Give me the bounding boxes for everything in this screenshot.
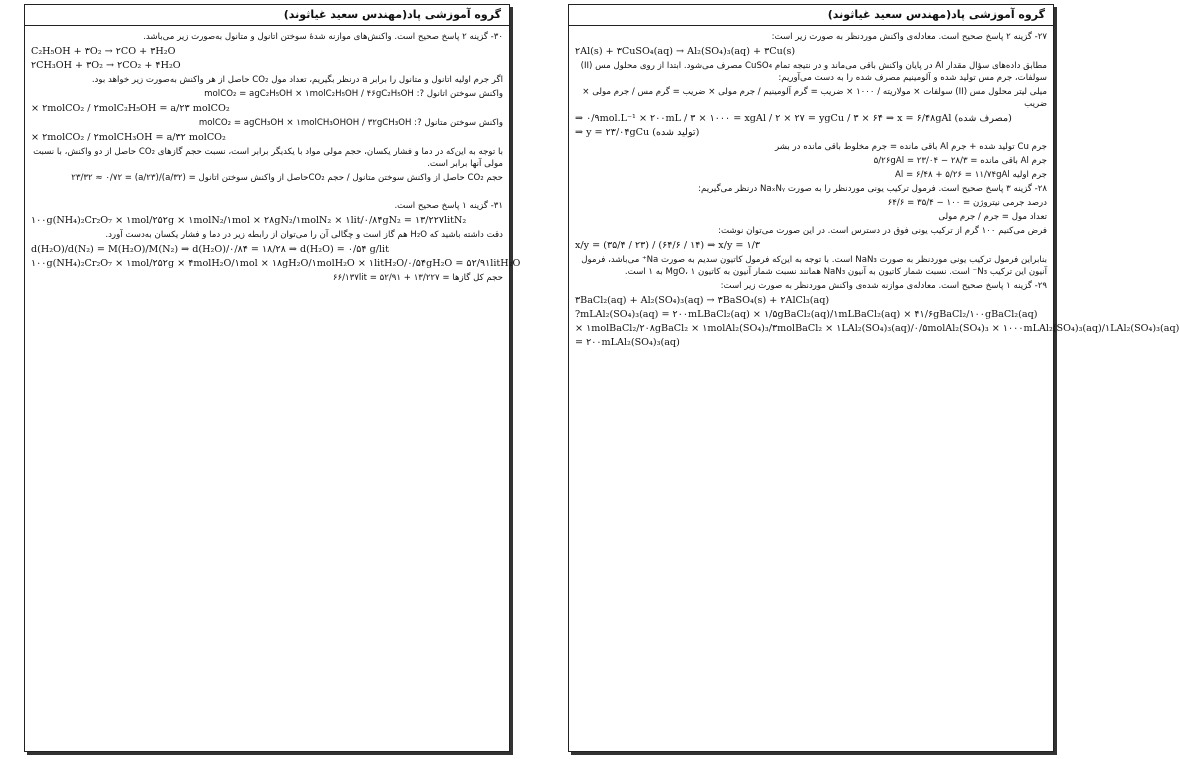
equation-line: ۱۰۰g(NH₄)₂Cr₂O₇ × ۱mol/۲۵۲g × ۱molN₂/۱mol × ۲۸gN₂/۱molN₂ × ۱lit/۰/۸۴gN₂ = ۱۳/۲۲۷litN₂	[31, 215, 467, 226]
text-paragraph: بنابراین فرمول ترکیب یونی موردنظر به صورت NaN₃ است. با توجه به این‌که فرمول کاتیون سدیم به صورت Na⁺ می‌باشد، فرمول آنیون این ترکیب N₃⁻ است. نسبت شمار کاتیون به آنیون NaN₃ همانند نسبت شمار آنیون به کاتیون MgO، ۱ به ۱ است.	[581, 255, 1047, 277]
text-paragraph: ۳۰- گزینه ۲ پاسخ صحیح است. واکنش‌های موازنه شده‌ٔ سوختن اتانول و متانول به‌صورت زیر می‌باشد.	[143, 32, 503, 42]
equation-line: ۱۰۰g(NH₄)₂Cr₂O₇ × ۱mol/۲۵۲g × ۴molH₂O/۱mol × ۱۸gH₂O/۱molH₂O × ۱litH₂O/۰/۵۴gH₂O = ۵۲/۹۱litH₂O	[31, 258, 521, 269]
text-paragraph: واکنش سوختن اتانول ?: molCO₂ = agC₂H₅OH × ۱molC₂H₅OH / ۴۶gC₂H₅OH	[204, 89, 503, 99]
text-paragraph: اگر جرم اولیه اتانول و متانول را برابر a درنظر بگیریم، تعداد مول CO₂ حاصل از هر واکنش به‌صورت زیر خواهد بود.	[91, 75, 503, 85]
text-paragraph: جرم اولیه Al = ۶/۴۸ + ۵/۲۶ = ۱۱/۷۴gAl	[894, 170, 1047, 180]
page-body	[575, 29, 1179, 747]
text-paragraph: درصد جرمی نیتروژن = ۱۰۰ − ۳۵/۴ = ۶۴/۶	[887, 198, 1047, 208]
text-paragraph: واکنش سوختن متانول ?: molCO₂ = agCH₃OH × ۱molCH₃OHOH / ۳۲gCH₃OH	[198, 118, 503, 128]
text-paragraph: ۳۱- گزینه ۱ پاسخ صحیح است.	[394, 201, 503, 211]
text-paragraph: جرم Al باقی مانده = ۲۸/۳ − ۲۳/۰۴ = ۵/۲۶gAl	[873, 156, 1047, 166]
text-paragraph: حجم کل گازها = ۱۳/۲۲۷ + ۵۲/۹۱ = ۶۶/۱۳۷lit	[332, 273, 503, 283]
page-body	[31, 29, 521, 747]
text-paragraph: دقت داشته باشید که H₂O هم گاز است و چگالی آن را می‌توان از رابطه زیر در دما و فشار یکسان به‌دست آورد.	[105, 230, 503, 240]
text-paragraph: تعداد مول = جرم / جرم مولی	[938, 212, 1047, 222]
equation-line: ۳BaCl₂(aq) + Al₂(SO₄)₃(aq) → ۳BaSO₄(s) + ۲AlCl₃(aq)	[575, 295, 830, 306]
equation-line: d(H₂O)/d(N₂) = M(H₂O)/M(N₂) ⇒ d(H₂O)/۰/۸۴ = ۱۸/۲۸ ⇒ d(H₂O) = ۰/۵۴ g/lit	[31, 244, 389, 255]
text-paragraph: با توجه به این‌که در دما و فشار یکسان، حجم مولی مواد با یکدیگر برابر است، نسبت حجم گازهای CO₂ حاصل از دو واکنش، با نسبت مولی آنها برابر است.	[33, 147, 503, 169]
equation-line: × ۲molCO₂ / ۲molC₂H₅OH = a/۲۳ molCO₂	[31, 103, 230, 114]
text-paragraph: میلی لیتر محلول مس (II) سولفات × مولاریته / ۱۰۰۰ × ضریب = گرم آلومینیم / جرم مولی × ضریب = گرم مس / جرم مولی × ضریب	[582, 87, 1047, 109]
text-paragraph: جرم Cu تولید شده + جرم Al باقی مانده = جرم مخلوط باقی مانده در بشر	[775, 142, 1047, 152]
text-paragraph: مطابق داده‌های سؤال مقدار Al در پایان واکنش باقی می‌ماند و در نتیجه تمام CuSO₄ مصرف می‌شود. ابتدا از روی محلول مس (II) سولفات، جرم مس تولید شده و آلومینیم مصرف شده را به دست می‌آوریم:	[580, 61, 1047, 83]
text-paragraph: فرض می‌کنیم ۱۰۰ گرم از ترکیب یونی فوق در دسترس است. در این صورت می‌توان نوشت:	[718, 226, 1047, 236]
equation-line: ۲CH₃OH + ۳O₂ → ۲CO₂ + ۴H₂O	[31, 60, 181, 71]
text-paragraph: حجم CO₂ حاصل از واکنش سوختن متانول / حجم CO₂حاصل از واکنش سوختن اتانول = (a/۳۲)/(a/۲۳) = ۲۳/۳۲ ≈ ۰/۷۲	[71, 173, 503, 183]
equation-line: ⇒ ۰/۹mol.L⁻¹ × ۲۰۰mL / ۳ × ۱۰۰۰ = xgAl / ۲ × ۲۷ = ygCu / ۳ × ۶۴ ⇒ x = ۶/۴۸gAl (مصرف شده)	[575, 113, 1012, 124]
equation-line: × ۱molBaCl₂/۲۰۸gBaCl₂ × ۱molAl₂(SO₄)₃/۳molBaCl₂ × ۱LAl₂(SO₄)₃(aq)/۰/۵molAl₂(SO₄)₃ × ۱۰۰۰mLAl₂(SO₄)₃(aq)/۱LAl₂(SO₄)₃(aq)	[575, 323, 1179, 334]
equation-line: ⇒ y = ۲۳/۰۴gCu (تولید شده)	[575, 127, 700, 138]
text-paragraph: ۲۹- گزینه ۱ پاسخ صحیح است. معادله‌ی موازنه شده‌ی واکنش موردنظر به صورت زیر است:	[720, 281, 1047, 291]
text-paragraph: ۲۷- گزینه ۲ پاسخ صحیح است. معادله‌ی واکنش موردنظر به صورت زیر است:	[771, 32, 1047, 42]
equation-line: ۲Al(s) + ۳CuSO₄(aq) → Al₂(SO₄)₃(aq) + ۳Cu(s)	[575, 46, 796, 57]
page-header: گروه آموزشی پاد(مهندس سعید غیاثوند)	[569, 5, 1053, 26]
spacer	[31, 186, 503, 198]
equation-line: × ۲molCO₂ / ۲molCH₃OH = a/۳۲ molCO₂	[31, 132, 226, 143]
text-paragraph: ۲۸- گزینه ۳ پاسخ صحیح است. فرمول ترکیب یونی موردنظر را به صورت NaₓNᵧ درنظر می‌گیریم:	[698, 184, 1047, 194]
answer-page-right	[568, 4, 1179, 752]
page-header: گروه آموزشی پاد(مهندس سعید غیاثوند)	[25, 5, 509, 26]
equation-line: ?mLAl₂(SO₄)₃(aq) = ۲۰۰mLBaCl₂(aq) × ۱/۵gBaCl₂(aq)/۱mLBaCl₂(aq) × ۴۱/۶gBaCl₂/۱۰۰gBaCl₂(aq)	[575, 309, 1038, 320]
equation-line: C₂H₅OH + ۳O₂ → ۲CO + ۳H₂O	[31, 46, 176, 57]
equation-line: = ۲۰۰mLAl₂(SO₄)₃(aq)	[575, 337, 680, 348]
answer-page-left	[24, 4, 521, 752]
equation-line: x/y = (۳۵/۴ / ۲۳) / (۶۴/۶ / ۱۴) ⇒ x/y = ۱/۳	[575, 240, 761, 251]
